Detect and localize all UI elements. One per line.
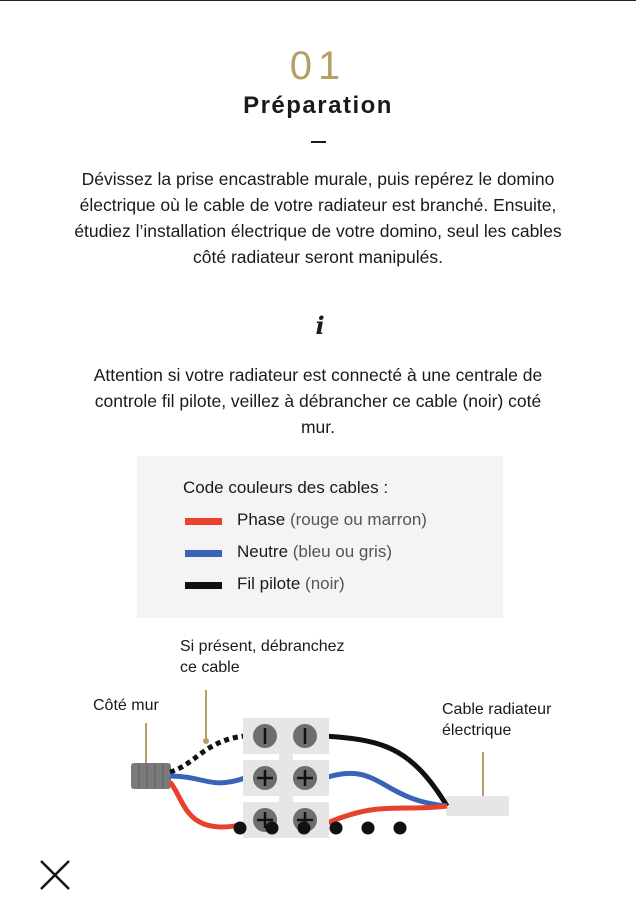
phase-swatch xyxy=(185,518,222,525)
color-legend xyxy=(137,456,503,618)
unplug-label: Si présent, débranchez ce cable xyxy=(180,638,345,676)
unplug-leader-dot xyxy=(203,738,209,744)
fil-pilote-swatch xyxy=(185,582,222,589)
warning-paragraph: Attention si votre radiateur est connecté à une centrale de controle fil pilote, veillez à débrancher ce cable (noir) coté mur. xyxy=(93,365,543,437)
radiator-cable-sheath xyxy=(446,796,509,816)
top-divider xyxy=(0,0,636,1)
wall-neutral-wire xyxy=(170,776,245,783)
close-button[interactable] xyxy=(38,858,72,892)
neutre-swatch xyxy=(185,550,222,557)
wall-phase-wire xyxy=(170,782,245,827)
legend-title: Code couleurs des cables : xyxy=(183,478,389,497)
legend-item-name: Neutre xyxy=(237,542,289,561)
radiator-pilot-wire xyxy=(325,736,447,806)
close-icon xyxy=(38,858,72,892)
intro-paragraph: Dévissez la prise encastrable murale, puis repérez le domino électrique où le cable de votre radiateur est branché. Ensuite, étudiez l’installation électrique de votre domino, seul les cables côté radiateur seront manipulés. xyxy=(74,169,562,267)
title-dash xyxy=(311,141,326,143)
step-title: Préparation xyxy=(243,92,393,119)
legend-item-name: Fil pilote xyxy=(237,574,301,593)
step-number: 01 xyxy=(289,44,347,88)
wall-side-label: Côté mur xyxy=(93,697,159,714)
wall-cable-bundle xyxy=(131,763,171,789)
wiring-diagram xyxy=(0,630,636,850)
legend-item-desc: (noir) xyxy=(305,574,345,593)
info-icon: i xyxy=(315,311,325,340)
legend-item-name: Phase xyxy=(237,510,286,529)
legend-item-desc: (rouge ou marron) xyxy=(289,510,427,529)
legend-item-desc: (bleu ou gris) xyxy=(292,542,392,561)
radiator-cable-label: Cable radiateur électrique xyxy=(442,701,552,739)
radiator-phase-wire xyxy=(325,806,447,824)
